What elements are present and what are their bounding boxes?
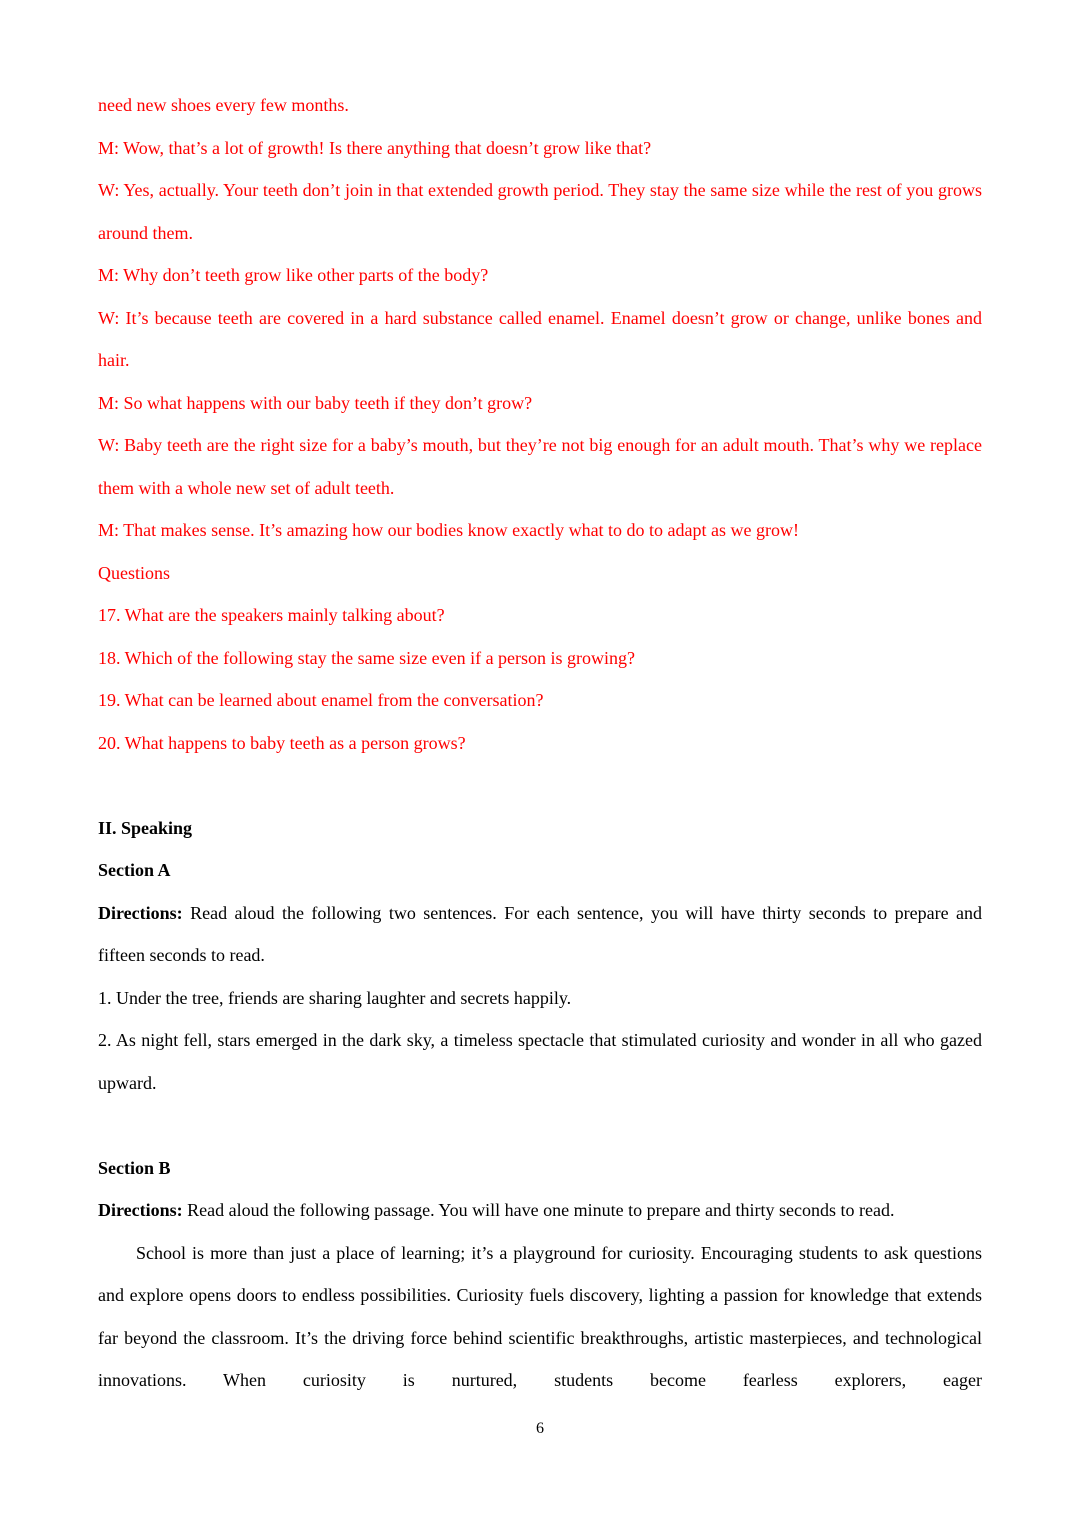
transcript-line: M: Wow, that’s a lot of growth! Is there anything that doesn’t grow like that? <box>98 137 652 158</box>
read-aloud-sentence: 2. As night fell, stars emerged in the dark sky, a timeless spectacle that stimulated curiosity and wonder in all who gazed upward. <box>98 1030 982 1093</box>
section-a-title: Section A <box>98 860 171 880</box>
spacer <box>98 1104 982 1147</box>
question-item: 18. Which of the following stay the same size even if a person is growing? <box>98 647 636 668</box>
transcript-line: M: Why don’t teeth grow like other parts of the body? <box>98 265 489 285</box>
section-a-directions <box>98 892 982 977</box>
questions-heading: Questions <box>98 562 170 583</box>
directions-label: Directions: <box>98 1200 183 1220</box>
transcript-line: W: It’s because teeth are covered in a hard substance called enamel. Enamel doesn’t grow or change, unlike bones and hair. <box>98 307 982 370</box>
transcript-line: M: So what happens with our baby teeth if they don’t grow? <box>98 392 533 413</box>
transcript-line: need new shoes every few months. <box>98 95 349 115</box>
page-number: 6 <box>536 1420 544 1437</box>
directions-label: Directions: <box>98 902 183 923</box>
spacer <box>98 764 982 807</box>
transcript-line: W: Baby teeth are the right size for a baby’s mouth, but they’re not big enough for an adult mouth. That’s why we replace them with a whole new set of adult teeth. <box>98 435 982 498</box>
transcript-line: W: Yes, actually. Your teeth don’t join in that extended growth period. They stay the same size while the rest of you grows around them. <box>98 180 982 243</box>
directions-text: Read aloud the following two sentences. For each sentence, you will have thirty seconds to prepare and fifteen seconds to read. <box>98 902 982 965</box>
section-b-title: Section B <box>98 1157 171 1178</box>
question-item: 20. What happens to baby teeth as a person grows? <box>98 732 466 753</box>
speaking-heading: II. Speaking <box>98 817 193 838</box>
document-page <box>98 84 982 1402</box>
read-aloud-sentence: 1. Under the tree, friends are sharing laughter and secrets happily. <box>98 987 572 1008</box>
section-b-directions <box>98 1189 982 1232</box>
transcript-line: M: That makes sense. It’s amazing how our bodies know exactly what to do to adapt as we grow! <box>98 520 800 540</box>
question-item: 17. What are the speakers mainly talking about? <box>98 605 445 625</box>
directions-text: Read aloud the following passage. You will have one minute to prepare and thirty seconds to read. <box>182 1200 895 1220</box>
reading-passage: School is more than just a place of learning; it’s a playground for curiosity. Encouraging students to ask questions and explore opens doors to endless possibilities. Curiosity fuels discovery, lighting a passion for knowledge that extends far beyond the classroom. It’s the driving force behind scientific breakthroughs, artistic masterpieces, and technological innovations. When curiosity is nurtured, students become fearless explorers, eager <box>98 1242 982 1390</box>
question-item: 19. What can be learned about enamel from the conversation? <box>98 690 544 710</box>
